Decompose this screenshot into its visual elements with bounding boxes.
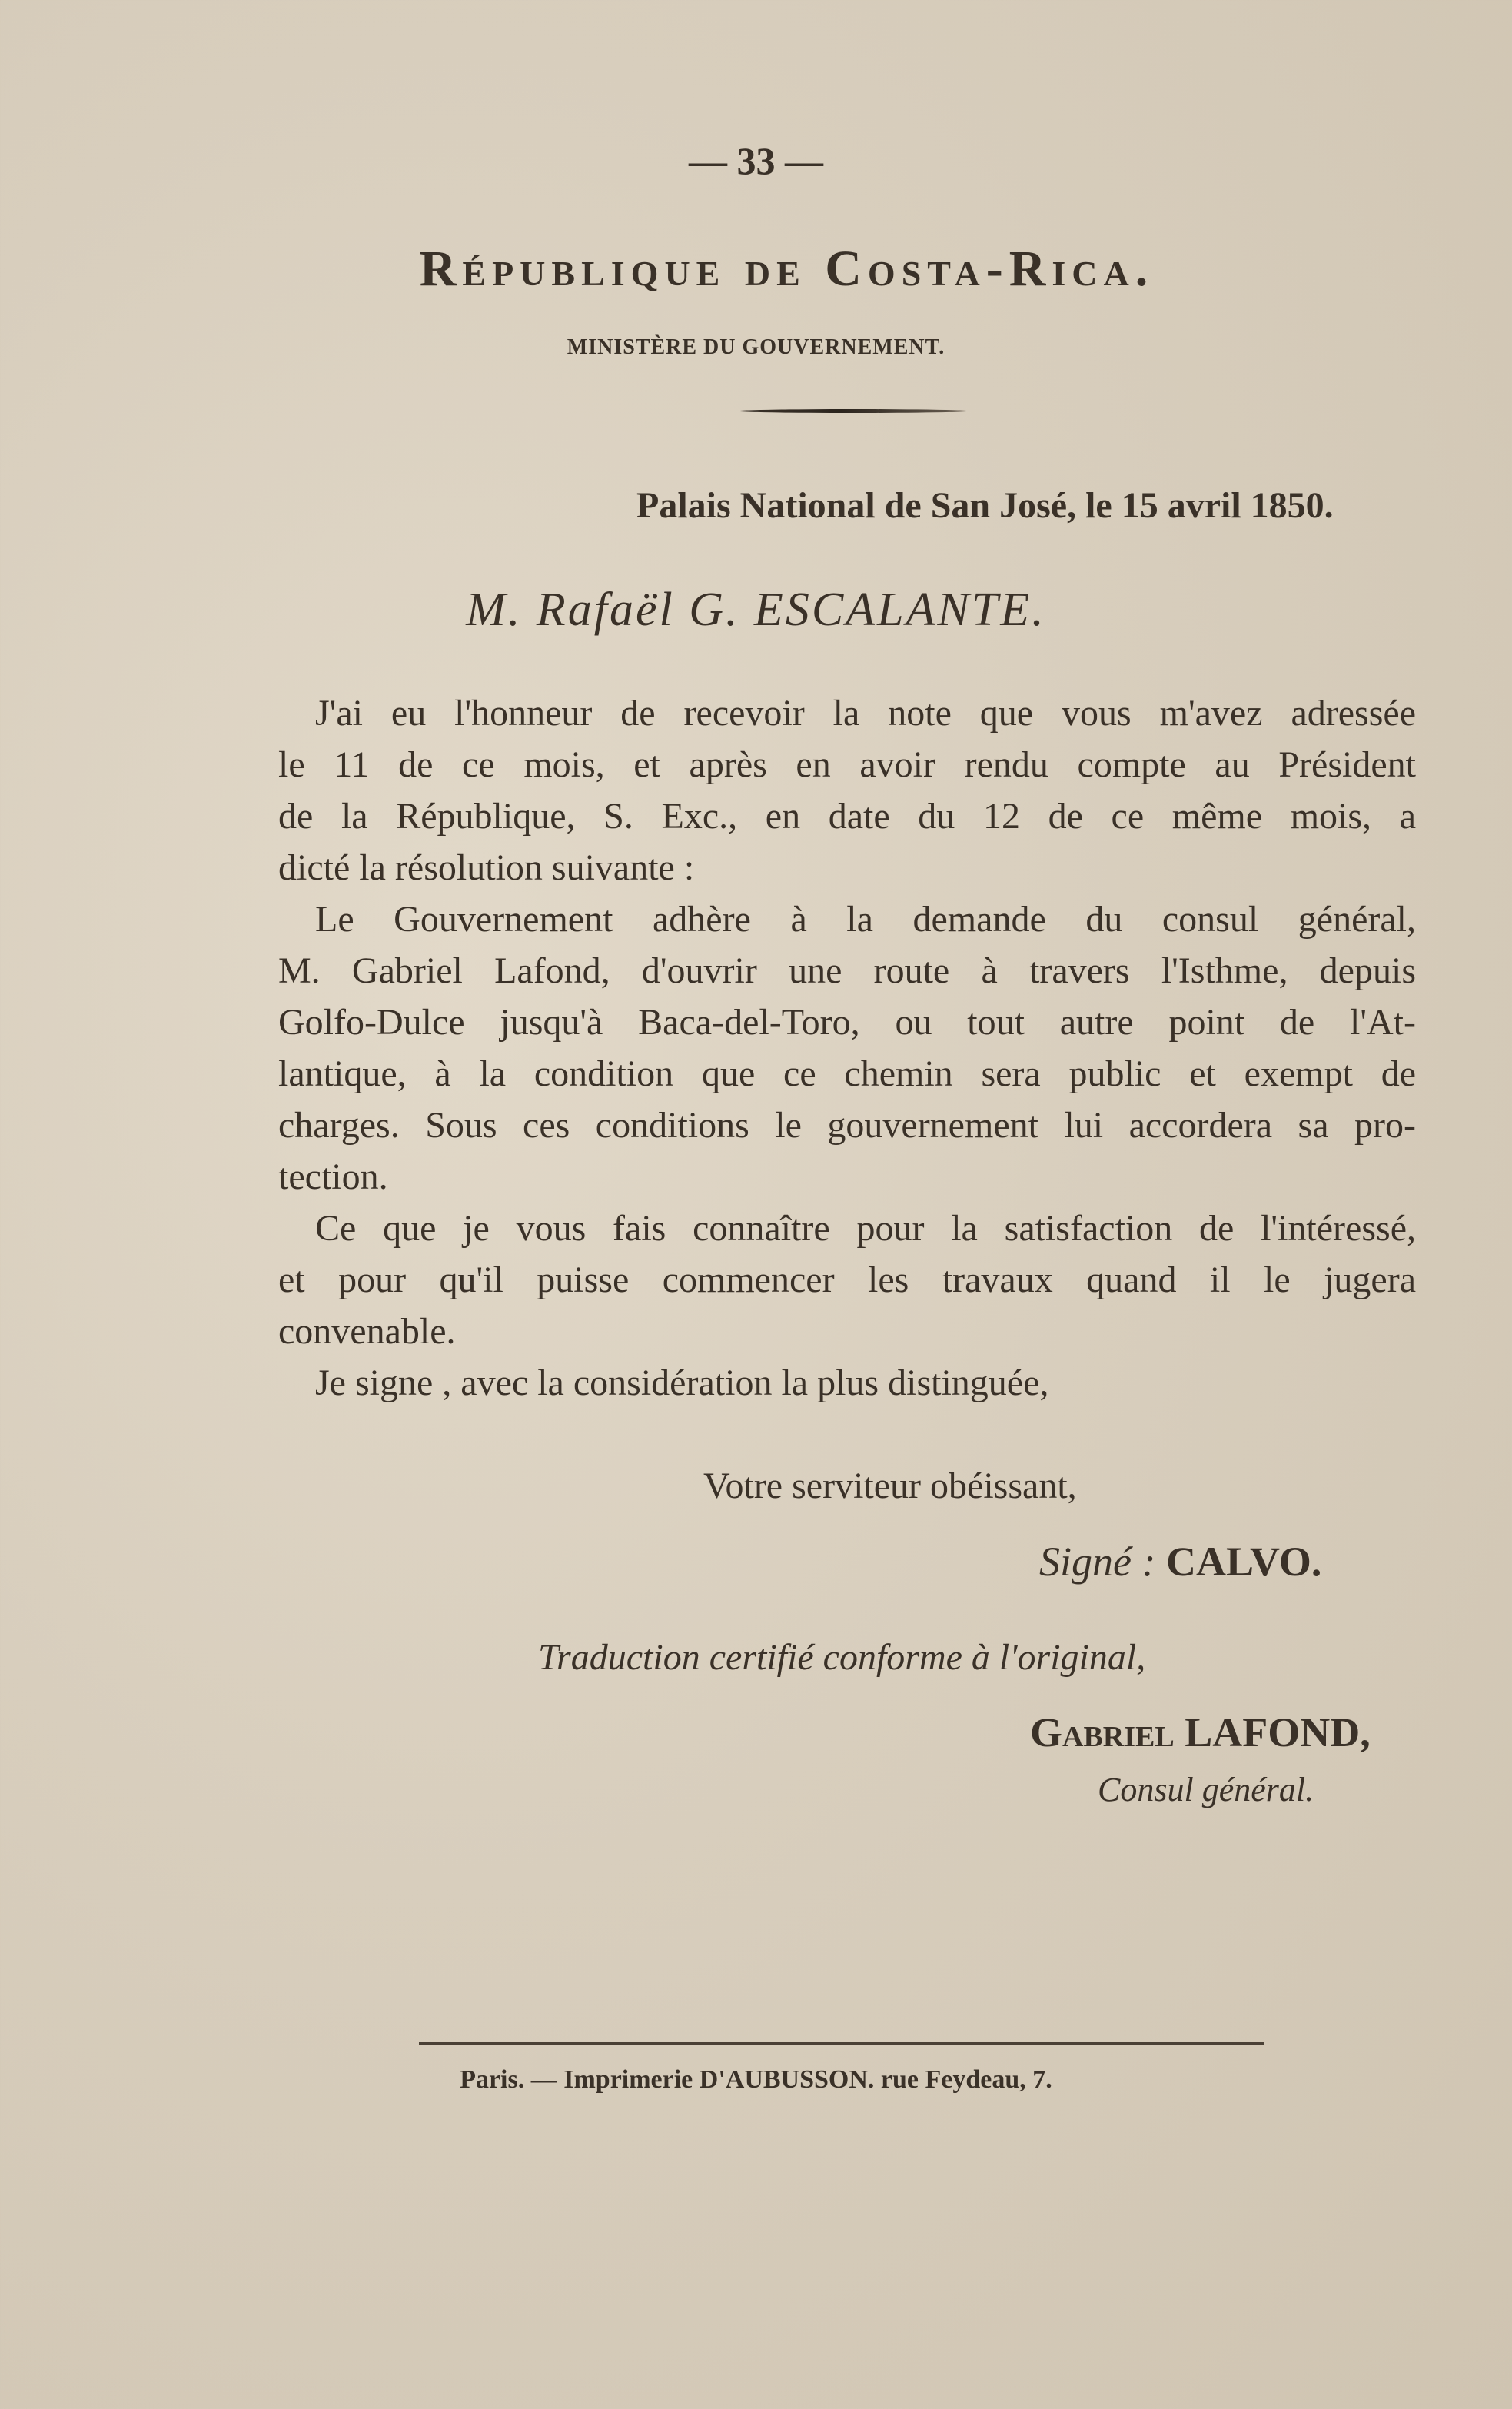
body-line: M. Gabriel Lafond, d'ouvrir une route à travers l'Isthme, depuis: [278, 950, 1416, 991]
ornamental-rule: [738, 409, 969, 413]
translator-name: Gabriel LAFOND,: [1030, 1709, 1371, 1755]
body-line: lantique, à la condition que ce chemin sera public et exempt de: [278, 1053, 1416, 1094]
body-line: convenable.: [278, 1311, 456, 1352]
salutation: Votre serviteur obéissant,: [703, 1466, 1077, 1506]
body-line: de la République, S. Exc., en date du 12 de ce même mois, a: [278, 796, 1416, 837]
body-line: dicté la résolution suivante :: [278, 847, 695, 888]
dateline: Palais National de San José, le 15 avril 1850.: [636, 485, 1334, 526]
body-line: Golfo-Dulce jusqu'à Baca-del-Toro, ou tout autre point de l'At-: [278, 1002, 1416, 1043]
body-line: le 11 de ce mois, et après en avoir rendu compte au Président: [278, 744, 1416, 785]
body-line: J'ai eu l'honneur de recevoir la note que vous m'avez adressée: [315, 693, 1416, 734]
translator-title: Consul général.: [1098, 1771, 1314, 1808]
printer-imprint: Paris. — Imprimerie D'AUBUSSON. rue Feydeau, 7.: [460, 2065, 1052, 2094]
body-line: Ce que je vous fais connaître pour la satisfaction de l'intéressé,: [315, 1208, 1416, 1249]
footer-rule: [419, 2042, 1264, 2045]
ministry-heading: MINISTÈRE DU GOUVERNEMENT.: [567, 335, 945, 359]
body-line: charges. Sous ces conditions le gouvernement lui accordera sa pro-: [278, 1105, 1416, 1146]
document-title: République de Costa-Rica.: [419, 241, 1155, 297]
body-line: et pour qu'il puisse commencer les travaux quand il le jugera: [278, 1259, 1416, 1300]
body-line: tection.: [278, 1156, 388, 1197]
addressee: M. Rafaël G. ESCALANTE.: [466, 584, 1046, 636]
body-line: Le Gouvernement adhère à la demande du consul général,: [315, 899, 1416, 940]
page-number: — 33 —: [689, 139, 823, 182]
signed-label: Signé :: [1039, 1539, 1156, 1585]
certification-line: Traduction certifié conforme à l'original,: [538, 1637, 1146, 1678]
body-line: Je signe , avec la considération la plus distinguée,: [315, 1363, 1049, 1403]
signatory-name: CALVO.: [1165, 1539, 1322, 1585]
